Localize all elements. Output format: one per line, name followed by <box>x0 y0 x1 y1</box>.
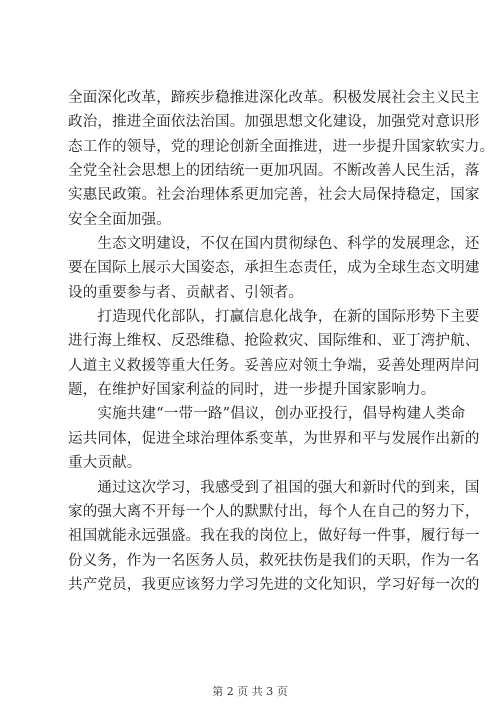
text-line: 家的强大离不开每一个人的默默付出，每个人在自己的努力下， <box>68 503 480 520</box>
page-number-label: 第 2 页 共 3 页 <box>212 685 288 698</box>
text-line: 进行海上维权、反恐维稳、抢险救灾、国际维和、亚丁湾护航、 <box>68 333 480 350</box>
page-footer <box>0 683 500 699</box>
text-line: 安全全面加强。 <box>68 211 171 228</box>
text-line: 政治，推进全面依法治国。加强思想文化建设，加强党对意识形 <box>68 114 480 131</box>
text-line: 设的重要参与者、贡献者、引领者。 <box>68 284 304 301</box>
text-line: 份义务，作为一名医务人员，救死扶伤是我们的天职，作为一名 <box>68 552 480 569</box>
text-line: 全面深化改革，蹄疾步稳推进深化改革。积极发展社会主义民主 <box>68 90 480 106</box>
text-line: 共产党员，我更应该努力学习先进的文化知识，学习好每一次的 <box>68 576 480 593</box>
text-line: 题，在维护好国家利益的同时，进一步提升国家影响力。 <box>68 382 436 399</box>
text-line: 生态文明建设，不仅在国内贯彻绿色、科学的发展理念，还 <box>68 236 480 253</box>
text-line: 实惠民政策。社会治理体系更加完善，社会大局保持稳定，国家 <box>68 187 480 204</box>
text-line: 通过这次学习，我感受到了祖国的强大和新时代的到来，国 <box>68 479 480 496</box>
text-line: 打造现代化部队，打赢信息化战争，在新的国际形势下主要 <box>68 309 480 326</box>
text-line: 实施共建“一带一路”倡议，创办亚投行，倡导构建人类命 <box>68 406 466 423</box>
text-line: 人道主义救援等重大任务。妥善应对领土争端，妥善处理两岸问 <box>68 357 480 374</box>
text-line: 态工作的领导，党的理论创新全面推进，进一步提升国家软实力。 <box>68 138 495 155</box>
text-line: 重大贡献。 <box>68 455 142 472</box>
text-line: 全党全社会思想上的团结统一更加巩固。不断改善人民生活，落 <box>68 163 480 180</box>
text-line: 要在国际上展示大国姿态，承担生态责任，成为全球生态文明建 <box>68 260 480 277</box>
text-line: 运共同体，促进全球治理体系变革，为世界和平与发展作出新的 <box>68 430 480 447</box>
body-text <box>68 86 495 597</box>
text-line: 祖国就能永远强盛。我在我的岗位上，做好每一件事，履行每一 <box>68 528 480 545</box>
